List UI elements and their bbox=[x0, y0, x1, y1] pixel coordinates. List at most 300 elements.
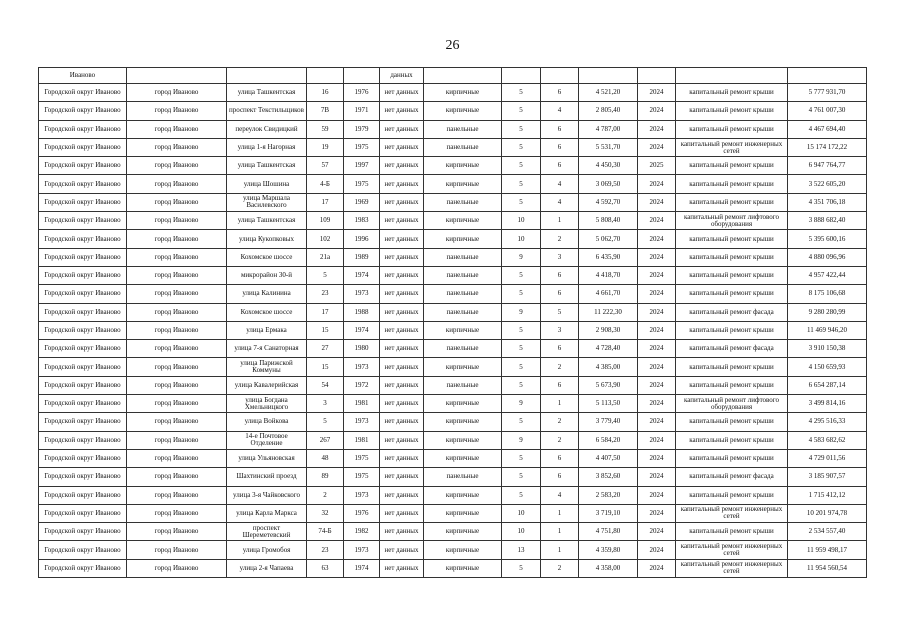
cell-area: 5 531,70 bbox=[579, 138, 638, 156]
cell-settlement: город Иваново bbox=[127, 321, 227, 339]
cell-district: Городской округ Иваново bbox=[39, 468, 127, 486]
cell-cost: 15 174 172,22 bbox=[788, 138, 867, 156]
cell-entrances: 6 bbox=[541, 84, 579, 102]
table-row bbox=[39, 376, 867, 394]
cell-street: улица Калинина bbox=[227, 285, 307, 303]
cell-entrances: 6 bbox=[541, 285, 579, 303]
cell-district: Городской округ Иваново bbox=[39, 504, 127, 522]
cell-settlement: город Иваново bbox=[127, 376, 227, 394]
table-row bbox=[39, 431, 867, 449]
cell-floors: 10 bbox=[502, 212, 541, 230]
cell-area: 2 583,20 bbox=[579, 486, 638, 504]
cell-material: кирпичные bbox=[424, 449, 502, 467]
cell-street: улица Ташкентская bbox=[227, 84, 307, 102]
cell-material: панельные bbox=[424, 340, 502, 358]
cell-plan-year: 2024 bbox=[638, 212, 676, 230]
cell-year: 1973 bbox=[344, 285, 380, 303]
cell-work: капитальный ремонт фасада bbox=[676, 340, 788, 358]
cell-entrances: 6 bbox=[541, 157, 579, 175]
cell-plan-year: 2024 bbox=[638, 102, 676, 120]
cell-house: 5 bbox=[307, 266, 344, 284]
cell-settlement: город Иваново bbox=[127, 340, 227, 358]
cell-area: 4 661,70 bbox=[579, 285, 638, 303]
table-row bbox=[39, 84, 867, 102]
table-row bbox=[39, 413, 867, 431]
cell-year: 1997 bbox=[344, 157, 380, 175]
cell-cost: 10 201 974,78 bbox=[788, 504, 867, 522]
cell-house: 3 bbox=[307, 395, 344, 413]
cell-material: панельные bbox=[424, 138, 502, 156]
cell-street: улица 2-я Чапаева bbox=[227, 559, 307, 577]
repair-registry-table bbox=[38, 67, 867, 578]
cell-plan-year: 2024 bbox=[638, 504, 676, 522]
cell-work: капитальный ремонт фасада bbox=[676, 303, 788, 321]
cell-entrances: 4 bbox=[541, 193, 579, 211]
cell-status: нет данных bbox=[380, 138, 424, 156]
cell-house: 59 bbox=[307, 120, 344, 138]
cell-work: капитальный ремонт крыши bbox=[676, 413, 788, 431]
cell-status: нет данных bbox=[380, 102, 424, 120]
cell-plan-year: 2024 bbox=[638, 266, 676, 284]
cell-cost: 4 583 682,62 bbox=[788, 431, 867, 449]
cell-status: нет данных bbox=[380, 468, 424, 486]
cell-status: нет данных bbox=[380, 120, 424, 138]
cell-cost: 6 654 287,14 bbox=[788, 376, 867, 394]
cell-area: 11 222,30 bbox=[579, 303, 638, 321]
cell-material: кирпичные bbox=[424, 212, 502, 230]
cell-street: улица 3-я Чайковского bbox=[227, 486, 307, 504]
cell-status: нет данных bbox=[380, 504, 424, 522]
cell-year: 1981 bbox=[344, 431, 380, 449]
cell-area: 4 407,50 bbox=[579, 449, 638, 467]
cell-plan-year: 2024 bbox=[638, 285, 676, 303]
cell-status: нет данных bbox=[380, 395, 424, 413]
cell-work: капитальный ремонт инженерных сетей bbox=[676, 541, 788, 559]
cell-material: кирпичные bbox=[424, 413, 502, 431]
cell-plan-year: 2024 bbox=[638, 486, 676, 504]
cell-status: нет данных bbox=[380, 541, 424, 559]
cell-settlement: город Иваново bbox=[127, 523, 227, 541]
cell-district: Городской округ Иваново bbox=[39, 321, 127, 339]
cell-material: кирпичные bbox=[424, 230, 502, 248]
cell-settlement: город Иваново bbox=[127, 559, 227, 577]
cell-status: нет данных bbox=[380, 413, 424, 431]
cell-floors: 5 bbox=[502, 120, 541, 138]
cell-cost: 4 150 659,93 bbox=[788, 358, 867, 376]
cell-district: Городской округ Иваново bbox=[39, 340, 127, 358]
table-row bbox=[39, 193, 867, 211]
cell-area: 5 673,90 bbox=[579, 376, 638, 394]
cell-work: капитальный ремонт крыши bbox=[676, 120, 788, 138]
cell-street: улица Шошина bbox=[227, 175, 307, 193]
cell-material: кирпичные bbox=[424, 84, 502, 102]
cell-plan-year: 2024 bbox=[638, 321, 676, 339]
cell-street: улица Парижской Коммуны bbox=[227, 358, 307, 376]
cell-material: кирпичные bbox=[424, 102, 502, 120]
cell-floors: 5 bbox=[502, 102, 541, 120]
cell-area: 4 787,00 bbox=[579, 120, 638, 138]
cell-house: 17 bbox=[307, 193, 344, 211]
cell-street: улица Ташкентская bbox=[227, 157, 307, 175]
cell-work: капитальный ремонт крыши bbox=[676, 449, 788, 467]
cell-area: 4 418,70 bbox=[579, 266, 638, 284]
cell-house: 15 bbox=[307, 358, 344, 376]
table-row bbox=[39, 212, 867, 230]
table-row bbox=[39, 248, 867, 266]
cell-work: капитальный ремонт крыши bbox=[676, 230, 788, 248]
cell-material: кирпичные bbox=[424, 321, 502, 339]
cell-settlement: город Иваново bbox=[127, 504, 227, 522]
cell-floors: 5 bbox=[502, 157, 541, 175]
cell-plan-year: 2024 bbox=[638, 395, 676, 413]
cell-entrances: 6 bbox=[541, 449, 579, 467]
cell-settlement: город Иваново bbox=[127, 285, 227, 303]
cell-floors: 9 bbox=[502, 303, 541, 321]
cell-status: данных bbox=[380, 68, 424, 84]
table-row bbox=[39, 321, 867, 339]
cell-plan-year: 2024 bbox=[638, 541, 676, 559]
cell-street: Кохомское шоссе bbox=[227, 303, 307, 321]
cell-street: улица Кавалерийская bbox=[227, 376, 307, 394]
cell-status: нет данных bbox=[380, 340, 424, 358]
cell-floors: 5 bbox=[502, 559, 541, 577]
cell-work: капитальный ремонт крыши bbox=[676, 157, 788, 175]
cell-area: 5 113,50 bbox=[579, 395, 638, 413]
cell-street bbox=[227, 68, 307, 84]
cell-settlement: город Иваново bbox=[127, 175, 227, 193]
cell-year: 1969 bbox=[344, 193, 380, 211]
cell-year bbox=[344, 68, 380, 84]
cell-cost: 3 185 907,57 bbox=[788, 468, 867, 486]
cell-district: Городской округ Иваново bbox=[39, 395, 127, 413]
table-row bbox=[39, 175, 867, 193]
cell-plan-year: 2024 bbox=[638, 468, 676, 486]
cell-floors: 5 bbox=[502, 84, 541, 102]
cell-district: Городской округ Иваново bbox=[39, 523, 127, 541]
cell-settlement: город Иваново bbox=[127, 138, 227, 156]
cell-district: Городской округ Иваново bbox=[39, 138, 127, 156]
cell-settlement: город Иваново bbox=[127, 120, 227, 138]
cell-settlement: город Иваново bbox=[127, 84, 227, 102]
cell-area: 4 592,70 bbox=[579, 193, 638, 211]
cell-status: нет данных bbox=[380, 486, 424, 504]
cell-year: 1975 bbox=[344, 468, 380, 486]
cell-house: 109 bbox=[307, 212, 344, 230]
cell-plan-year: 2025 bbox=[638, 157, 676, 175]
cell-year: 1974 bbox=[344, 266, 380, 284]
cell-district: Городской округ Иваново bbox=[39, 559, 127, 577]
cell-work: капитальный ремонт крыши bbox=[676, 431, 788, 449]
cell-settlement bbox=[127, 68, 227, 84]
table-row bbox=[39, 266, 867, 284]
table-row bbox=[39, 138, 867, 156]
cell-district: Городской округ Иваново bbox=[39, 358, 127, 376]
cell-plan-year: 2024 bbox=[638, 559, 676, 577]
cell-year: 1975 bbox=[344, 138, 380, 156]
cell-street: улица 1-я Нагорная bbox=[227, 138, 307, 156]
cell-entrances: 4 bbox=[541, 486, 579, 504]
cell-cost: 11 959 498,17 bbox=[788, 541, 867, 559]
cell-floors: 10 bbox=[502, 504, 541, 522]
cell-plan-year: 2024 bbox=[638, 523, 676, 541]
cell-cost: 4 295 516,33 bbox=[788, 413, 867, 431]
cell-district: Городской округ Иваново bbox=[39, 303, 127, 321]
cell-cost: 4 351 706,18 bbox=[788, 193, 867, 211]
cell-district: Городской округ Иваново bbox=[39, 266, 127, 284]
cell-district: Городской округ Иваново bbox=[39, 376, 127, 394]
table-row bbox=[39, 449, 867, 467]
cell-status: нет данных bbox=[380, 285, 424, 303]
cell-work: капитальный ремонт инженерных сетей bbox=[676, 504, 788, 522]
cell-entrances: 4 bbox=[541, 102, 579, 120]
cell-material: кирпичные bbox=[424, 157, 502, 175]
cell-year: 1976 bbox=[344, 84, 380, 102]
cell-street: улица Маршала Василевского bbox=[227, 193, 307, 211]
cell-work: капитальный ремонт лифтового оборудования bbox=[676, 395, 788, 413]
cell-year: 1980 bbox=[344, 340, 380, 358]
cell-work: капитальный ремонт крыши bbox=[676, 102, 788, 120]
cell-district: Городской округ Иваново bbox=[39, 541, 127, 559]
cell-entrances: 6 bbox=[541, 468, 579, 486]
cell-floors: 5 bbox=[502, 413, 541, 431]
cell-house bbox=[307, 68, 344, 84]
cell-entrances: 1 bbox=[541, 212, 579, 230]
page-number: 26 bbox=[445, 38, 460, 53]
cell-year: 1973 bbox=[344, 413, 380, 431]
cell-area: 4 450,30 bbox=[579, 157, 638, 175]
cell-house: 74-Б bbox=[307, 523, 344, 541]
table-row bbox=[39, 559, 867, 577]
cell-house: 23 bbox=[307, 285, 344, 303]
cell-material: кирпичные bbox=[424, 431, 502, 449]
cell-status: нет данных bbox=[380, 175, 424, 193]
cell-entrances: 6 bbox=[541, 340, 579, 358]
cell-material bbox=[424, 68, 502, 84]
cell-house: 7В bbox=[307, 102, 344, 120]
cell-year: 1975 bbox=[344, 449, 380, 467]
cell-street: улица Ульяновская bbox=[227, 449, 307, 467]
cell-material: панельные bbox=[424, 376, 502, 394]
cell-floors: 9 bbox=[502, 248, 541, 266]
cell-status: нет данных bbox=[380, 376, 424, 394]
cell-floors: 5 bbox=[502, 321, 541, 339]
cell-material: кирпичные bbox=[424, 175, 502, 193]
cell-area: 2 805,40 bbox=[579, 102, 638, 120]
cell-floors bbox=[502, 68, 541, 84]
cell-street: улица 7-я Санаторная bbox=[227, 340, 307, 358]
cell-cost: 3 910 150,38 bbox=[788, 340, 867, 358]
cell-settlement: город Иваново bbox=[127, 413, 227, 431]
cell-floors: 13 bbox=[502, 541, 541, 559]
cell-cost: 5 395 600,16 bbox=[788, 230, 867, 248]
cell-cost: 5 777 931,70 bbox=[788, 84, 867, 102]
cell-material: кирпичные bbox=[424, 395, 502, 413]
cell-house: 27 bbox=[307, 340, 344, 358]
table-row bbox=[39, 541, 867, 559]
cell-area: 4 728,40 bbox=[579, 340, 638, 358]
cell-year: 1981 bbox=[344, 395, 380, 413]
cell-street: проспект Шереметевский bbox=[227, 523, 307, 541]
cell-status: нет данных bbox=[380, 559, 424, 577]
cell-house: 23 bbox=[307, 541, 344, 559]
cell-house: 21а bbox=[307, 248, 344, 266]
cell-plan-year: 2024 bbox=[638, 248, 676, 266]
cell-plan-year bbox=[638, 68, 676, 84]
cell-material: панельные bbox=[424, 120, 502, 138]
cell-district: Городской округ Иваново bbox=[39, 413, 127, 431]
cell-work: капитальный ремонт крыши bbox=[676, 285, 788, 303]
cell-cost: 4 467 694,40 bbox=[788, 120, 867, 138]
table-row bbox=[39, 340, 867, 358]
cell-year: 1982 bbox=[344, 523, 380, 541]
cell-house: 16 bbox=[307, 84, 344, 102]
cell-house: 4-Б bbox=[307, 175, 344, 193]
cell-settlement: город Иваново bbox=[127, 431, 227, 449]
cell-area bbox=[579, 68, 638, 84]
cell-house: 89 bbox=[307, 468, 344, 486]
cell-material: кирпичные bbox=[424, 541, 502, 559]
table-body bbox=[39, 68, 867, 578]
cell-floors: 5 bbox=[502, 175, 541, 193]
cell-settlement: город Иваново bbox=[127, 212, 227, 230]
cell-house: 19 bbox=[307, 138, 344, 156]
cell-entrances: 6 bbox=[541, 376, 579, 394]
cell-floors: 9 bbox=[502, 431, 541, 449]
cell-status: нет данных bbox=[380, 321, 424, 339]
cell-year: 1988 bbox=[344, 303, 380, 321]
table-row bbox=[39, 504, 867, 522]
cell-floors: 5 bbox=[502, 285, 541, 303]
cell-cost: 6 947 764,77 bbox=[788, 157, 867, 175]
cell-district: Городской округ Иваново bbox=[39, 449, 127, 467]
cell-year: 1989 bbox=[344, 248, 380, 266]
cell-floors: 5 bbox=[502, 468, 541, 486]
cell-district: Городской округ Иваново bbox=[39, 486, 127, 504]
cell-cost bbox=[788, 68, 867, 84]
table-row-continuation bbox=[39, 68, 867, 84]
cell-cost: 9 280 280,99 bbox=[788, 303, 867, 321]
cell-area: 3 852,60 bbox=[579, 468, 638, 486]
cell-street: улица Ташкентская bbox=[227, 212, 307, 230]
cell-cost: 4 761 007,30 bbox=[788, 102, 867, 120]
table-row bbox=[39, 358, 867, 376]
cell-district: Городской округ Иваново bbox=[39, 157, 127, 175]
cell-street: улица Карла Маркса bbox=[227, 504, 307, 522]
cell-work: капитальный ремонт крыши bbox=[676, 376, 788, 394]
cell-entrances: 2 bbox=[541, 413, 579, 431]
cell-year: 1983 bbox=[344, 212, 380, 230]
cell-year: 1974 bbox=[344, 321, 380, 339]
cell-plan-year: 2024 bbox=[638, 120, 676, 138]
cell-settlement: город Иваново bbox=[127, 193, 227, 211]
cell-house: 5 bbox=[307, 413, 344, 431]
table-row bbox=[39, 395, 867, 413]
cell-work: капитальный ремонт крыши bbox=[676, 266, 788, 284]
cell-house: 54 bbox=[307, 376, 344, 394]
cell-settlement: город Иваново bbox=[127, 395, 227, 413]
cell-settlement: город Иваново bbox=[127, 358, 227, 376]
cell-street: переулок Свидицкий bbox=[227, 120, 307, 138]
cell-area: 6 435,90 bbox=[579, 248, 638, 266]
cell-settlement: город Иваново bbox=[127, 266, 227, 284]
cell-status: нет данных bbox=[380, 193, 424, 211]
cell-street: улица Кукопковых bbox=[227, 230, 307, 248]
cell-entrances: 6 bbox=[541, 138, 579, 156]
cell-house: 17 bbox=[307, 303, 344, 321]
cell-material: панельные bbox=[424, 303, 502, 321]
cell-house: 102 bbox=[307, 230, 344, 248]
cell-area: 4 751,80 bbox=[579, 523, 638, 541]
cell-plan-year: 2024 bbox=[638, 431, 676, 449]
cell-cost: 3 522 605,20 bbox=[788, 175, 867, 193]
cell-district: Городской округ Иваново bbox=[39, 212, 127, 230]
cell-district: Городской округ Иваново bbox=[39, 285, 127, 303]
cell-material: кирпичные bbox=[424, 486, 502, 504]
cell-year: 1973 bbox=[344, 486, 380, 504]
cell-entrances: 2 bbox=[541, 230, 579, 248]
cell-street: улица Богдана Хмельницкого bbox=[227, 395, 307, 413]
cell-status: нет данных bbox=[380, 303, 424, 321]
cell-settlement: город Иваново bbox=[127, 102, 227, 120]
cell-material: панельные bbox=[424, 248, 502, 266]
cell-settlement: город Иваново bbox=[127, 248, 227, 266]
cell-cost: 3 499 814,16 bbox=[788, 395, 867, 413]
cell-work: капитальный ремонт инженерных сетей bbox=[676, 559, 788, 577]
cell-street: улица Ермака bbox=[227, 321, 307, 339]
cell-plan-year: 2024 bbox=[638, 449, 676, 467]
cell-entrances: 1 bbox=[541, 541, 579, 559]
cell-work: капитальный ремонт крыши bbox=[676, 193, 788, 211]
cell-floors: 10 bbox=[502, 523, 541, 541]
cell-floors: 5 bbox=[502, 486, 541, 504]
cell-house: 48 bbox=[307, 449, 344, 467]
cell-area: 4 358,00 bbox=[579, 559, 638, 577]
cell-material: кирпичные bbox=[424, 504, 502, 522]
cell-entrances: 2 bbox=[541, 431, 579, 449]
cell-street: микрорайон 30-й bbox=[227, 266, 307, 284]
cell-entrances bbox=[541, 68, 579, 84]
cell-year: 1973 bbox=[344, 358, 380, 376]
cell-house: 32 bbox=[307, 504, 344, 522]
cell-material: панельные bbox=[424, 285, 502, 303]
table-row bbox=[39, 120, 867, 138]
cell-entrances: 6 bbox=[541, 266, 579, 284]
cell-district: Городской округ Иваново bbox=[39, 84, 127, 102]
cell-year: 1976 bbox=[344, 504, 380, 522]
cell-floors: 5 bbox=[502, 340, 541, 358]
cell-settlement: город Иваново bbox=[127, 486, 227, 504]
cell-street: Кохомское шоссе bbox=[227, 248, 307, 266]
cell-work: капитальный ремонт крыши bbox=[676, 523, 788, 541]
cell-work: капитальный ремонт лифтового оборудования bbox=[676, 212, 788, 230]
cell-cost: 1 715 412,12 bbox=[788, 486, 867, 504]
cell-district: Городской округ Иваново bbox=[39, 248, 127, 266]
cell-settlement: город Иваново bbox=[127, 303, 227, 321]
cell-material: кирпичные bbox=[424, 523, 502, 541]
cell-work: капитальный ремонт фасада bbox=[676, 468, 788, 486]
cell-year: 1972 bbox=[344, 376, 380, 394]
table-row bbox=[39, 102, 867, 120]
cell-district: Городской округ Иваново bbox=[39, 431, 127, 449]
cell-status: нет данных bbox=[380, 157, 424, 175]
cell-area: 5 062,70 bbox=[579, 230, 638, 248]
cell-entrances: 2 bbox=[541, 559, 579, 577]
cell-house: 2 bbox=[307, 486, 344, 504]
cell-status: нет данных bbox=[380, 358, 424, 376]
cell-house: 57 bbox=[307, 157, 344, 175]
cell-work: капитальный ремонт крыши bbox=[676, 84, 788, 102]
cell-status: нет данных bbox=[380, 248, 424, 266]
